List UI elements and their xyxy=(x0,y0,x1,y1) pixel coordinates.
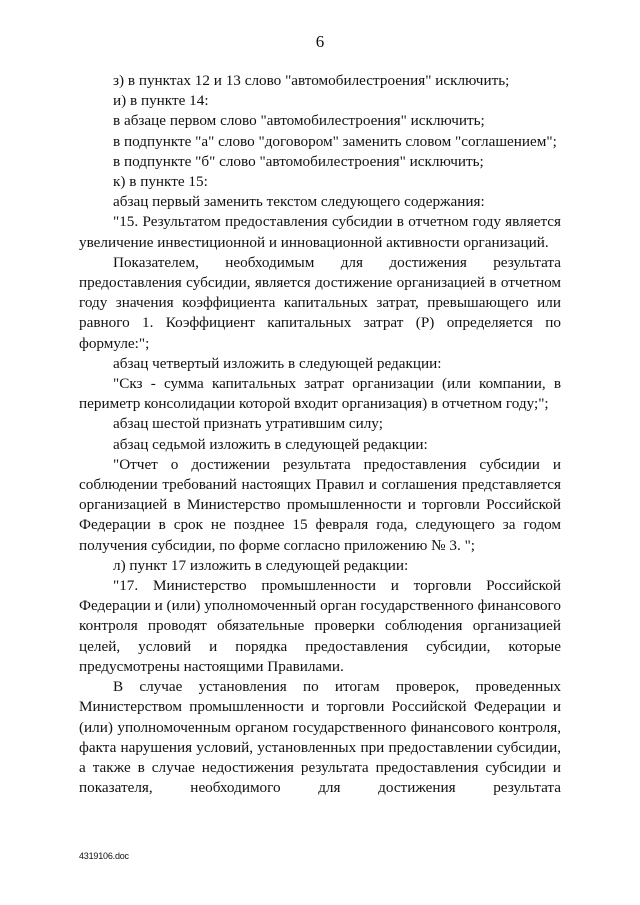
paragraph-amend-abz4: абзац четвертый изложить в следующей редакции: xyxy=(113,354,442,372)
paragraph-amend-z: з) в пунктах 12 и 13 слово "автомобилестроения" исключить; xyxy=(113,72,510,89)
paragraph-skz-definition: "Скз - сумма капитальных затрат организации (или компании, в периметр консолидации которой входит организация) в отчетном году;"; xyxy=(79,375,561,413)
paragraph-amend-abz7: абзац седьмой изложить в следующей редакции: xyxy=(113,435,428,453)
footer-filename: 4319106.doc xyxy=(79,851,129,861)
paragraph-amend-i-a: в подпункте "а" слово "договором" заменить словом "соглашением"; xyxy=(113,132,557,150)
paragraph-amend-i-b: в подпункте "б" слово "автомобилестроения" исключить; xyxy=(113,152,484,170)
paragraph-amend-abz6: абзац шестой признать утратившим силу; xyxy=(113,415,383,433)
paragraph-report: "Отчет о достижении результата предоставления субсидии и соблюдении требований настоящих Правил и соглашения представляется организацией в Министерство промышленности и торговли Российской Федерации в срок не позднее 15 февраля года, следующего за годом получения субсидии, по форме согласно приложению № 3. "; xyxy=(79,455,561,554)
paragraph-point-15: "15. Результатом предоставления субсидии в отчетном году является увеличение инвестиционной и инновационной активности организаций. xyxy=(79,213,561,251)
document-body xyxy=(79,71,561,798)
paragraph-amend-k: к) в пункте 15: xyxy=(113,173,208,191)
paragraph-indicator: Показателем, необходимым для достижения результата предоставления субсидии, является достижение организацией в отчетном году значения коэффициента капитальных затрат, превышающего или равного 1. Коэффициент капитальных затрат (P) определяется по формуле:"; xyxy=(79,253,561,352)
paragraph-amend-i: и) в пункте 14: xyxy=(113,92,209,110)
paragraph-amend-k-1: абзац первый заменить текстом следующего содержания: xyxy=(113,193,485,211)
paragraph-violations: В случае установления по итогам проверок, проведенных Министерством промышленности и торговли Российской Федерации и (или) уполномоченным органом государственного финансового контроля, факта нарушения условий, установленных при предоставлении субсидии, а также в случае недостижения результата предоставления субсидии и показателя, необходимого для достижения результата xyxy=(79,678,561,797)
paragraph-point-17: "17. Министерство промышленности и торговли Российской Федерации и (или) уполномоченный орган государственного финансового контроля проводят обязательные проверки соблюдения организацией целей, условий и порядка предоставления субсидии, которые предусмотрены настоящими Правилами. xyxy=(79,577,561,675)
paragraph-amend-l: л) пункт 17 изложить в следующей редакции: xyxy=(113,556,409,574)
paragraph-amend-i-1: в абзаце первом слово "автомобилестроения" исключить; xyxy=(113,112,485,130)
page-number: 6 xyxy=(315,32,325,51)
